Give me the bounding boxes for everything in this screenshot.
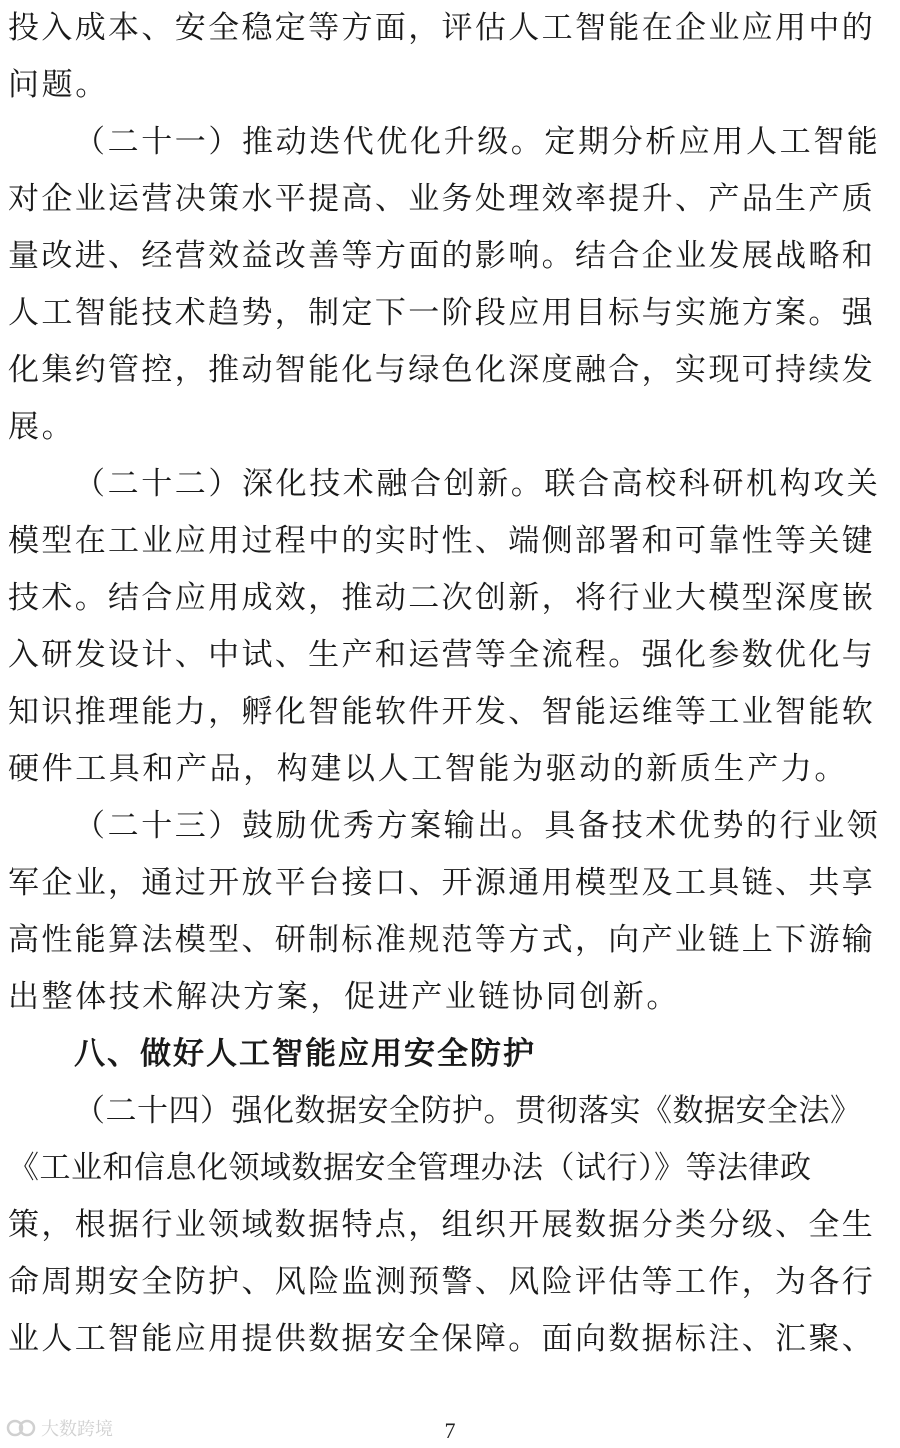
text-line: 出整体技术解决方案，促进产业链协同创新。 xyxy=(8,979,680,1015)
paragraph-21-start: （二十一）推动迭代优化升级。定期分析应用人工智能 xyxy=(74,124,881,160)
page-number: 7 xyxy=(444,1418,456,1443)
text-line: 入研发设计、中试、生产和运营等全流程。强化参数优化与 xyxy=(8,637,876,673)
text-line: 命周期安全防护、风险监测预警、风险评估等工作，为各行 xyxy=(8,1264,876,1300)
paragraph-22-start: （二十二）深化技术融合创新。联合高校科研机构攻关 xyxy=(74,466,881,502)
text-line: 化集约管控，推动智能化与绿色化深度融合，实现可持续发 xyxy=(8,352,876,388)
text-line: 知识推理能力，孵化智能软件开发、智能运维等工业智能软 xyxy=(8,694,876,730)
text-line: 技术。结合应用成效，推动二次创新，将行业大模型深度嵌 xyxy=(8,580,876,616)
paragraph-24-start: （二十四）强化数据安全防护。贯彻落实《数据安全法》 xyxy=(74,1093,862,1129)
text-line: 业人工智能应用提供数据安全保障。面向数据标注、汇聚、 xyxy=(8,1321,876,1357)
text-line: 投入成本、安全稳定等方面，评估人工智能在企业应用中的 xyxy=(8,10,876,46)
text-line: 问题。 xyxy=(8,67,109,103)
text-line: 人工智能技术趋势，制定下一阶段应用目标与实施方案。强 xyxy=(8,295,876,331)
text-line: 军企业，通过开放平台接口、开源通用模型及工具链、共享 xyxy=(8,865,876,901)
watermark-text: 大数跨境 xyxy=(41,1419,113,1440)
text-line: 量改进、经营效益改善等方面的影响。结合企业发展战略和 xyxy=(8,238,876,274)
text-line: 《工业和信息化领域数据安全管理办法（试行）》等法律政 xyxy=(8,1150,812,1186)
logo-icon xyxy=(6,1416,36,1440)
document-body xyxy=(8,0,881,1368)
text-line: 策，根据行业领域数据特点，组织开展数据分类分级、全生 xyxy=(8,1207,876,1243)
text-line: 对企业运营决策水平提高、业务处理效率提升、产品生产质 xyxy=(8,181,876,217)
section-heading: 八、做好人工智能应用安全防护 xyxy=(74,1036,536,1072)
watermark xyxy=(6,1413,113,1443)
text-line: 高性能算法模型、研制标准规范等方式，向产业链上下游输 xyxy=(8,922,876,958)
text-line: 展。 xyxy=(8,409,76,445)
text-line: 模型在工业应用过程中的实时性、端侧部署和可靠性等关键 xyxy=(8,523,876,559)
text-line: 硬件工具和产品，构建以人工智能为驱动的新质生产力。 xyxy=(8,751,848,787)
paragraph-23-start: （二十三）鼓励优秀方案输出。具备技术优势的行业领 xyxy=(74,808,881,844)
